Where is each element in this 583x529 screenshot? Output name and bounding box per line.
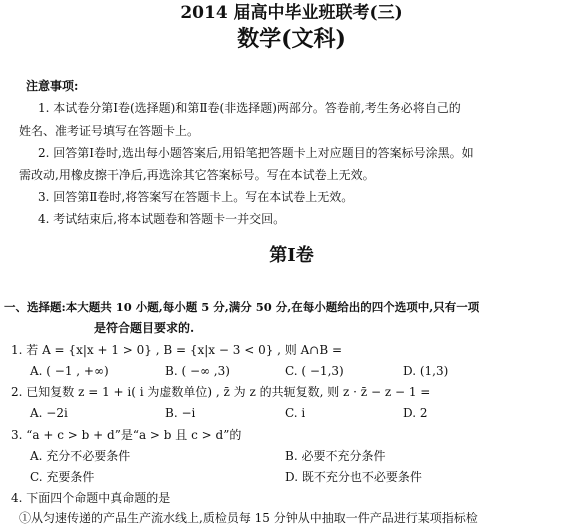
question-1-option-c: C. ( −1,3) [285,364,344,378]
question-2-option-c: C. i [285,406,306,420]
section-intro: 一、选择题:本大题共 10 小题,每小题 5 分,满分 50 分,在每小题给出的四个选项中,只有一项 [4,300,480,314]
notice-line-4: 需改动,用橡皮擦干净后,再选涂其它答案标号。写在本试卷上无效。 [19,168,375,182]
section-title: 第Ⅰ卷 [269,245,314,266]
notice-line-5: 3. 回答第Ⅱ卷时,将答案写在答题卡上。写在本试卷上无效。 [38,190,354,204]
question-3-stem: 3. “a + c > b + d”是“a > b 且 c > d”的 [11,428,242,442]
question-1-option-a: A. ( −1 , +∞) [30,364,109,378]
question-1-stem: 1. 若 A = {x|x + 1 > 0} , B = {x|x − 3 < 0} , 则 A∩B = [11,343,343,357]
question-2-option-b: B. −i [165,406,196,420]
notice-line-6: 4. 考试结束后,将本试题卷和答题卡一并交回。 [38,212,286,226]
question-3-option-d: D. 既不充分也不必要条件 [285,470,422,484]
notice-line-3: 2. 回答第Ⅰ卷时,选出每小题答案后,用铅笔把答题卡上对应题目的答案标号涂黑。如 [38,146,474,160]
question-4-stem: 4. 下面四个命题中真命题的是 [11,491,171,505]
question-2-stem: 2. 已知复数 z = 1 + i( i 为虚数单位) , z̄ 为 z 的共轭复数, 则 z · z̄ − z − 1 = [11,385,431,399]
exam-subject: 数学(文科) [237,26,346,52]
question-3-option-b: B. 必要不充分条件 [285,449,386,463]
notice-heading: 注意事项: [26,79,79,93]
question-1-option-d: D. (1,3) [403,364,449,378]
exam-title: 2014 届高中毕业班联考(三) [180,3,403,23]
section-intro-2: 是符合题目要求的. [94,321,195,335]
question-2-option-d: D. 2 [403,406,428,420]
notice-line-2: 姓名、准考证号填写在答题卡上。 [19,124,200,138]
question-3-option-a: A. 充分不必要条件 [30,449,131,463]
question-4-subitem: ①从匀速传递的产品生产流水线上,质检员每 15 分钟从中抽取一件产品进行某项指标检 [19,511,478,525]
question-1-option-b: B. ( −∞ ,3) [165,364,230,378]
question-3-option-c: C. 充要条件 [30,470,95,484]
notice-line-1: 1. 本试卷分第Ⅰ卷(选择题)和第Ⅱ卷(非选择题)两部分。答卷前,考生务必将自己的 [38,101,461,115]
question-2-option-a: A. −2i [30,406,68,420]
